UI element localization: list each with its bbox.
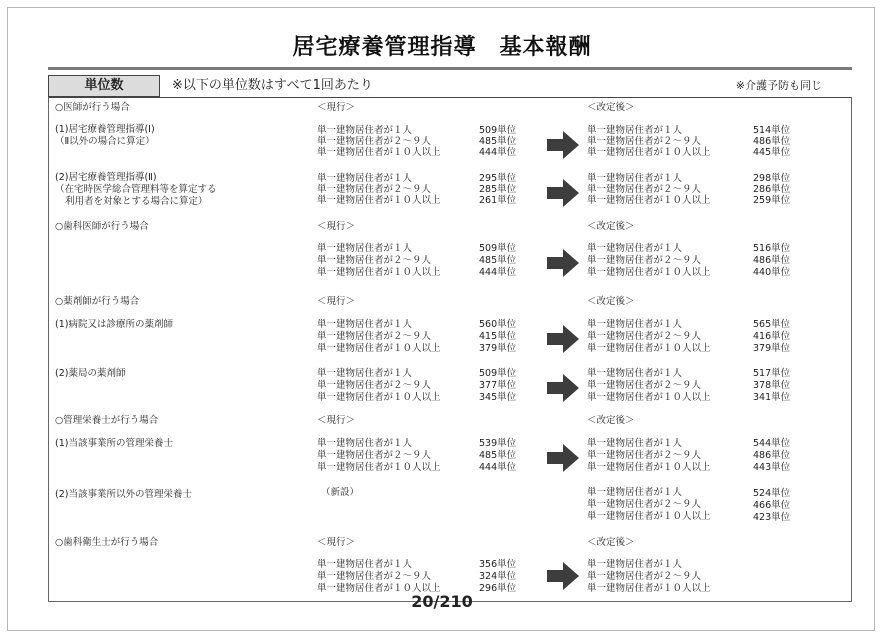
tier-3: 単一建物居住者が１０人以上 [587,583,711,594]
current-header: ＜現行＞ [317,102,356,113]
item-dietitian-2-title: (2)当該事業所以外の管理栄養士 [55,489,192,500]
revised-value: 486単位 [753,255,791,266]
tier-1: 単一建物居住者が１人 [587,125,683,136]
revised-value: 544単位 [753,438,791,449]
tier-1: 単一建物居住者が１人 [587,243,683,254]
tier-3: 単一建物居住者が１０人以上 [317,462,441,473]
tier-2: 単一建物居住者が２～９人 [587,450,702,461]
current-value: 356単位 [479,559,517,570]
tier-2: 単一建物居住者が２～９人 [587,136,702,147]
tier-2: 単一建物居住者が２～９人 [317,380,432,391]
current-value: 261単位 [479,195,517,206]
current-value: 509単位 [479,243,517,254]
tier-2: 単一建物居住者が２～９人 [317,184,432,195]
revised-value: 514単位 [753,125,791,136]
revised-value: 443単位 [753,462,791,473]
revised-header: ＜改定後＞ [587,415,635,426]
revised-value: 466単位 [753,500,791,511]
current-value: 444単位 [479,267,517,278]
current-value: 444単位 [479,462,517,473]
revised-value: 286単位 [753,184,791,195]
current-header: ＜現行＞ [317,296,356,307]
tier-1: 単一建物居住者が１人 [317,559,413,570]
revised-value: 516単位 [753,243,791,254]
arrow-right-icon [547,249,579,277]
group-doctor: ○医師が行う場合 [55,102,130,113]
fee-table [48,97,852,602]
revised-value: 565単位 [753,319,791,330]
tier-1: 単一建物居住者が１人 [587,368,683,379]
tier-1: 単一建物居住者が１人 [317,125,413,136]
arrow-right-icon [547,562,579,590]
group-dentist: ○歯科医師が行う場合 [55,221,149,232]
unit-header-bar [48,75,852,98]
revised-value: 378単位 [753,380,791,391]
item-doctor-2-title: (2)居宅療養管理指導(Ⅱ) [55,172,157,183]
tier-1: 単一建物居住者が１人 [587,319,683,330]
revised-value: 486単位 [753,450,791,461]
tier-2: 単一建物居住者が２～９人 [587,255,702,266]
tier-3: 単一建物居住者が１０人以上 [317,195,441,206]
revised-value: 524単位 [753,488,791,499]
unit-count-label: 単位数 [48,75,160,97]
tier-2: 単一建物居住者が２～９人 [317,450,432,461]
revised-value: 416単位 [753,331,791,342]
revised-value: 486単位 [753,136,791,147]
current-header: ＜現行＞ [317,221,356,232]
tier-3: 単一建物居住者が１０人以上 [317,392,441,403]
tier-2: 単一建物居住者が２～９人 [587,499,702,510]
item-pharmacist-2-title: (2)薬局の薬剤師 [55,368,126,379]
tier-3: 単一建物居住者が１０人以上 [317,583,441,594]
current-value: 560単位 [479,319,517,330]
current-value: 296単位 [479,583,517,594]
arrow-right-icon [547,179,579,207]
arrow-right-icon [547,325,579,353]
tier-3: 単一建物居住者が１０人以上 [317,267,441,278]
tier-1: 単一建物居住者が１人 [317,173,413,184]
current-value: 509単位 [479,368,517,379]
arrow-right-icon [547,131,579,159]
tier-3: 単一建物居住者が１０人以上 [317,147,441,158]
item-doctor-1-title: (1)居宅療養管理指導(Ⅰ) [55,124,155,135]
group-dietitian: ○管理栄養士が行う場合 [55,415,159,426]
tier-1: 単一建物居住者が１人 [317,368,413,379]
revised-header: ＜改定後＞ [587,296,635,307]
revised-value: 517単位 [753,368,791,379]
current-value: 539単位 [479,438,517,449]
tier-1: 単一建物居住者が１人 [317,319,413,330]
title-divider [48,67,852,70]
tier-1: 単一建物居住者が１人 [587,173,683,184]
item-dietitian-1-title: (1)当該事業所の管理栄養士 [55,438,173,449]
item-doctor-1-note: （Ⅱ以外の場合に算定） [55,136,155,147]
tier-3: 単一建物居住者が１０人以上 [587,267,711,278]
item-doctor-2-note: 利用者を対象とする場合に算定） [65,196,208,207]
current-header: ＜現行＞ [317,415,356,426]
page-number: 20/210 [411,592,473,611]
current-header: ＜現行＞ [317,537,356,548]
tier-1: 単一建物居住者が１人 [587,559,683,570]
tier-2: 単一建物居住者が２～９人 [317,136,432,147]
revised-header: ＜改定後＞ [587,537,635,548]
tier-3: 単一建物居住者が１０人以上 [587,462,711,473]
current-value: 485単位 [479,450,517,461]
tier-3: 単一建物居住者が１０人以上 [317,343,441,354]
tier-1: 単一建物居住者が１人 [587,438,683,449]
tier-1: 単一建物居住者が１人 [317,438,413,449]
tier-3: 単一建物居住者が１０人以上 [587,511,711,522]
current-value: 485単位 [479,136,517,147]
item-pharmacist-1-title: (1)病院又は診療所の薬剤師 [55,319,173,330]
tier-2: 単一建物居住者が２～９人 [317,331,432,342]
tier-2: 単一建物居住者が２～９人 [587,184,702,195]
group-pharmacist: ○薬剤師が行う場合 [55,296,140,307]
current-value: 377単位 [479,380,517,391]
current-value: 285単位 [479,184,517,195]
current-value: 295単位 [479,173,517,184]
current-value: 345単位 [479,392,517,403]
tier-2: 単一建物居住者が２～９人 [587,380,702,391]
revised-value: 423単位 [753,512,791,523]
revised-value: 440単位 [753,267,791,278]
group-hygienist: ○歯科衛生士が行う場合 [55,537,159,548]
item-doctor-2-note: （在宅時医学総合管理料等を算定する [55,184,217,195]
preventive-care-note: ※介護予防も同じ [735,79,822,92]
current-value: 379単位 [479,343,517,354]
per-visit-note: ※以下の単位数はすべて1回あたり [172,78,373,93]
revised-value: 259単位 [753,195,791,206]
tier-2: 単一建物居住者が２～９人 [587,571,702,582]
new-service-label: （新設） [321,487,360,498]
arrow-right-icon [547,444,579,472]
tier-2: 単一建物居住者が２～９人 [317,571,432,582]
page-title: 居宅療養管理指導 基本報酬 [292,35,592,60]
tier-3: 単一建物居住者が１０人以上 [587,195,711,206]
current-value: 444単位 [479,147,517,158]
tier-1: 単一建物居住者が１人 [317,243,413,254]
revised-value: 341単位 [753,392,791,403]
tier-3: 単一建物居住者が１０人以上 [587,343,711,354]
revised-header: ＜改定後＞ [587,102,635,113]
current-value: 415単位 [479,331,517,342]
tier-2: 単一建物居住者が２～９人 [317,255,432,266]
current-value: 485単位 [479,255,517,266]
revised-value: 379単位 [753,343,791,354]
arrow-right-icon [547,374,579,402]
revised-header: ＜改定後＞ [587,221,635,232]
current-value: 509単位 [479,125,517,136]
tier-1: 単一建物居住者が１人 [587,487,683,498]
tier-3: 単一建物居住者が１０人以上 [587,392,711,403]
current-value: 324単位 [479,571,517,582]
tier-3: 単一建物居住者が１０人以上 [587,147,711,158]
revised-value: 298単位 [753,173,791,184]
tier-2: 単一建物居住者が２～９人 [587,331,702,342]
revised-value: 445単位 [753,147,791,158]
